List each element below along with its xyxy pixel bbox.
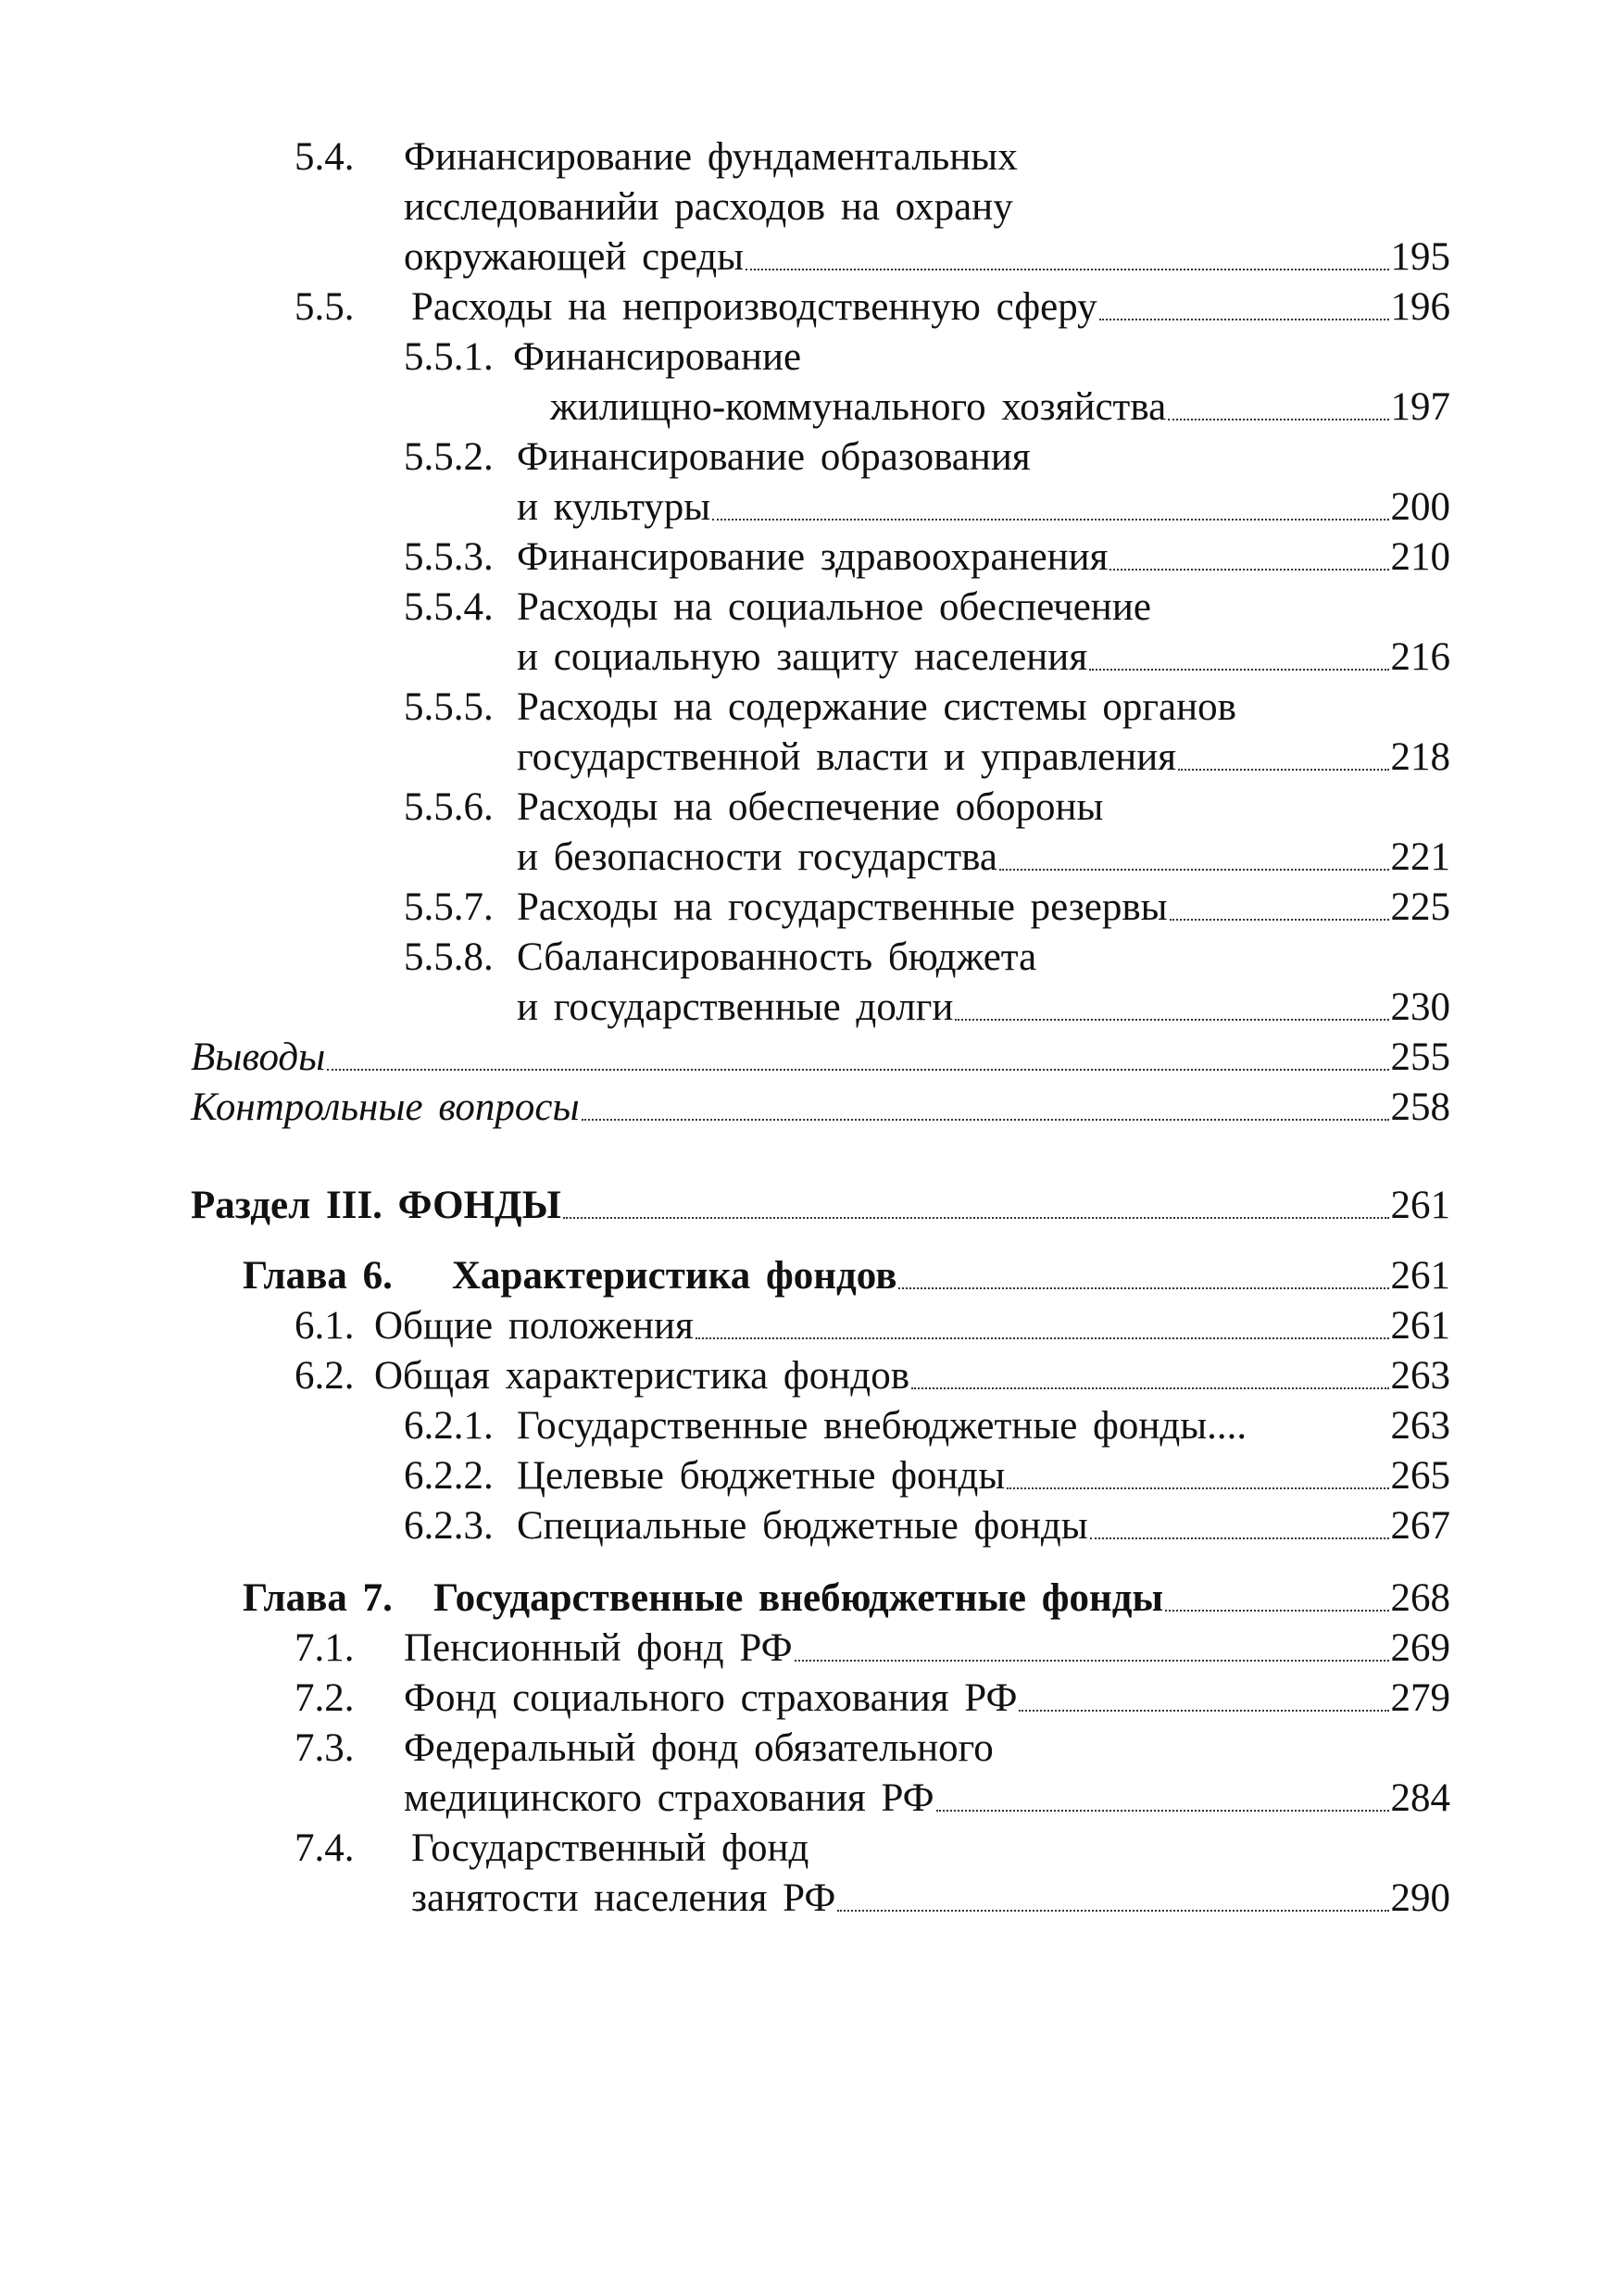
entry-title-line: государственной власти и управления <box>517 735 1177 779</box>
toc-entry-5-5-5-last <box>517 734 1450 782</box>
dot-leader <box>696 1337 1389 1339</box>
page-number: 230 <box>1390 985 1450 1029</box>
entry-title-line: Контрольные вопросы <box>191 1085 580 1129</box>
entry-title-line: Сбалансированность бюджета <box>517 935 1037 979</box>
entry-title-line: Федеральный фонд обязательного <box>404 1726 994 1770</box>
dot-leader <box>911 1387 1389 1389</box>
page-number: 255 <box>1390 1035 1450 1079</box>
toc-entry-6-2-1 <box>404 1402 1450 1450</box>
page-number: 221 <box>1390 835 1450 879</box>
toc-entry-5-5-8-last <box>517 984 1450 1032</box>
toc-entry-6-2-2 <box>404 1452 1450 1500</box>
toc-entry-5-5-6-last <box>517 834 1450 882</box>
toc-entry-5-5-2 <box>404 433 1450 482</box>
page-number: 267 <box>1390 1504 1450 1548</box>
dot-leader <box>898 1287 1388 1289</box>
dot-leader <box>837 1910 1388 1912</box>
entry-number: 5.5.7. <box>404 885 494 929</box>
page-number: 200 <box>1390 485 1450 529</box>
entry-title-line: медицинского страхования РФ <box>404 1776 934 1820</box>
entry-number: 7.1. <box>295 1626 355 1670</box>
toc-entry-5-5-8 <box>404 934 1450 982</box>
entry-number: 5.5.8. <box>404 935 494 979</box>
toc-entry-5-4 <box>295 133 1450 182</box>
entry-title-line: и безопасности государства <box>517 835 997 879</box>
page-number: 196 <box>1390 285 1450 329</box>
page-number: 261 <box>1390 1304 1450 1348</box>
toc-entry-chapter-7 <box>243 1575 1450 1623</box>
entry-number: 6.2.1. <box>404 1404 494 1448</box>
dot-leader <box>1109 569 1388 571</box>
entry-number: Глава 6. <box>243 1254 393 1298</box>
entry-number: 7.2. <box>295 1676 355 1720</box>
dot-leader <box>1089 669 1388 671</box>
toc-entry-review-questions <box>191 1084 1450 1132</box>
dot-leader <box>1168 419 1388 420</box>
page-number: 284 <box>1390 1776 1450 1820</box>
entry-number: 6.2. <box>295 1354 355 1398</box>
entry-number: 5.4. <box>295 135 355 179</box>
toc-entry-5-5 <box>295 283 1450 332</box>
entry-number: 6.2.3. <box>404 1504 494 1548</box>
entry-number: 5.5.2. <box>404 435 494 479</box>
dot-leader <box>1099 319 1389 320</box>
toc-entry-7-3 <box>295 1725 1450 1773</box>
entry-number: 5.5.6. <box>404 785 494 829</box>
entry-number: 5.5.3. <box>404 535 494 579</box>
entry-title-line: Фонд социального страхования РФ <box>404 1676 1018 1720</box>
entry-number: 7.4. <box>295 1826 355 1870</box>
page-number: 263 <box>1390 1404 1450 1448</box>
dot-leader <box>795 1660 1389 1662</box>
toc-entry-5-4-cont <box>404 183 1450 232</box>
dot-leader <box>999 869 1389 871</box>
entry-title-line: Финансирование образования <box>517 435 1031 479</box>
page-number: 197 <box>1390 385 1450 429</box>
entry-title-line: Расходы на обеспечение обороны <box>517 785 1104 829</box>
dot-leader <box>327 1069 1388 1071</box>
toc-entry-5-5-7 <box>404 884 1450 932</box>
toc-entry-7-3-last <box>404 1775 1450 1823</box>
entry-title-line: Расходы на социальное обеспечение <box>517 585 1151 629</box>
entry-title-line: и государственные долги <box>517 985 954 1029</box>
entry-number: 7.3. <box>295 1726 355 1770</box>
entry-title-line: Расходы на государственные резервы <box>517 885 1168 929</box>
entry-title-line: занятости населения РФ <box>411 1876 836 1920</box>
entry-title-line: окружающей среды <box>404 235 745 279</box>
entry-number: 5.5.1. <box>404 335 494 379</box>
entry-title-line: Раздел III. ФОНДЫ <box>191 1184 561 1227</box>
entry-title-line: Пенсионный фонд РФ <box>404 1626 793 1670</box>
page-number: 268 <box>1390 1576 1450 1620</box>
entry-number: 6.2.2. <box>404 1454 494 1498</box>
dot-leader <box>1170 919 1389 921</box>
entry-title-line: Финансирование здравоохранения <box>517 535 1109 579</box>
entry-number: 6.1. <box>295 1304 355 1348</box>
page-number: 195 <box>1390 235 1450 279</box>
toc-entry-5-5-6 <box>404 784 1450 832</box>
entry-title-line: Общие положения <box>374 1304 694 1348</box>
dot-leader <box>1090 1537 1389 1539</box>
toc-entry-5-5-3 <box>404 533 1450 582</box>
entry-title-line: жилищно-коммунального хозяйства <box>550 385 1167 429</box>
page-number: 265 <box>1390 1454 1450 1498</box>
dot-leader <box>746 269 1388 270</box>
entry-title-line: Государственный фонд <box>411 1826 809 1870</box>
dot-leader <box>936 1810 1389 1812</box>
entry-number: 5.5.4. <box>404 585 494 629</box>
page-number: 225 <box>1390 885 1450 929</box>
toc-entry-5-5-4-last <box>517 634 1450 682</box>
entry-title-line: исследованийи расходов на охрану <box>404 185 1013 229</box>
toc-entry-5-4-last <box>404 233 1450 282</box>
toc-entry-6-2-3 <box>404 1502 1450 1550</box>
toc-entry-5-5-5 <box>404 684 1450 732</box>
entry-title-line: Государственные внебюджетные фонды <box>433 1576 1164 1620</box>
entry-number: 5.5.5. <box>404 685 494 729</box>
entry-number: Глава 7. <box>243 1576 393 1620</box>
toc-entry-conclusions <box>191 1034 1450 1082</box>
page-number: 261 <box>1390 1254 1450 1298</box>
dot-leader <box>1165 1610 1388 1612</box>
dot-leader <box>582 1119 1389 1121</box>
toc-entry-section-3 <box>191 1182 1450 1230</box>
entry-title-line: Расходы на непроизводственную сферу <box>411 285 1097 329</box>
toc-entry-chapter-6 <box>243 1252 1450 1300</box>
toc-entry-7-2 <box>295 1675 1450 1723</box>
page-number: 216 <box>1390 635 1450 679</box>
toc-entry-5-5-1 <box>404 333 1450 382</box>
entry-title-line: Финансирование <box>513 335 802 379</box>
dot-leader <box>563 1217 1389 1219</box>
toc-entry-7-1 <box>295 1625 1450 1673</box>
dot-leader <box>1019 1710 1388 1712</box>
entry-title-line: Целевые бюджетные фонды <box>517 1454 1006 1498</box>
entry-title-line: Государственные внебюджетные фонды.... <box>517 1404 1247 1448</box>
entry-title-line: Общая характеристика фондов <box>374 1354 909 1398</box>
page-number: 279 <box>1390 1676 1450 1720</box>
page-number: 261 <box>1390 1184 1450 1227</box>
toc-entry-6-2 <box>295 1352 1450 1400</box>
entry-title-line: Специальные бюджетные фонды <box>517 1504 1088 1548</box>
page-number: 269 <box>1390 1626 1450 1670</box>
entry-title-line: Расходы на содержание системы органов <box>517 685 1236 729</box>
page-number: 210 <box>1390 535 1450 579</box>
dot-leader <box>955 1019 1388 1021</box>
toc-entry-5-5-4 <box>404 583 1450 632</box>
toc-entry-5-5-2-last <box>517 483 1450 532</box>
dot-leader <box>712 519 1388 521</box>
toc-entry-7-4-last <box>411 1875 1450 1923</box>
toc-entry-5-5-1-last <box>550 383 1450 432</box>
entry-title-line: и социальную защиту населения <box>517 635 1088 679</box>
dot-leader <box>1178 769 1388 771</box>
entry-title-line: Финансирование фундаментальных <box>404 135 1018 179</box>
dot-leader <box>1007 1487 1388 1489</box>
entry-number: 5.5. <box>295 285 355 329</box>
page-number: 218 <box>1390 735 1450 779</box>
page-number: 263 <box>1390 1354 1450 1398</box>
page-number: 258 <box>1390 1085 1450 1129</box>
entry-title-line: Характеристика фондов <box>452 1254 897 1298</box>
entry-title-line: и культуры <box>517 485 711 529</box>
toc-entry-7-4 <box>295 1825 1450 1873</box>
entry-title-line: Выводы <box>191 1035 326 1079</box>
toc-entry-6-1 <box>295 1302 1450 1350</box>
page-number: 290 <box>1390 1876 1450 1920</box>
